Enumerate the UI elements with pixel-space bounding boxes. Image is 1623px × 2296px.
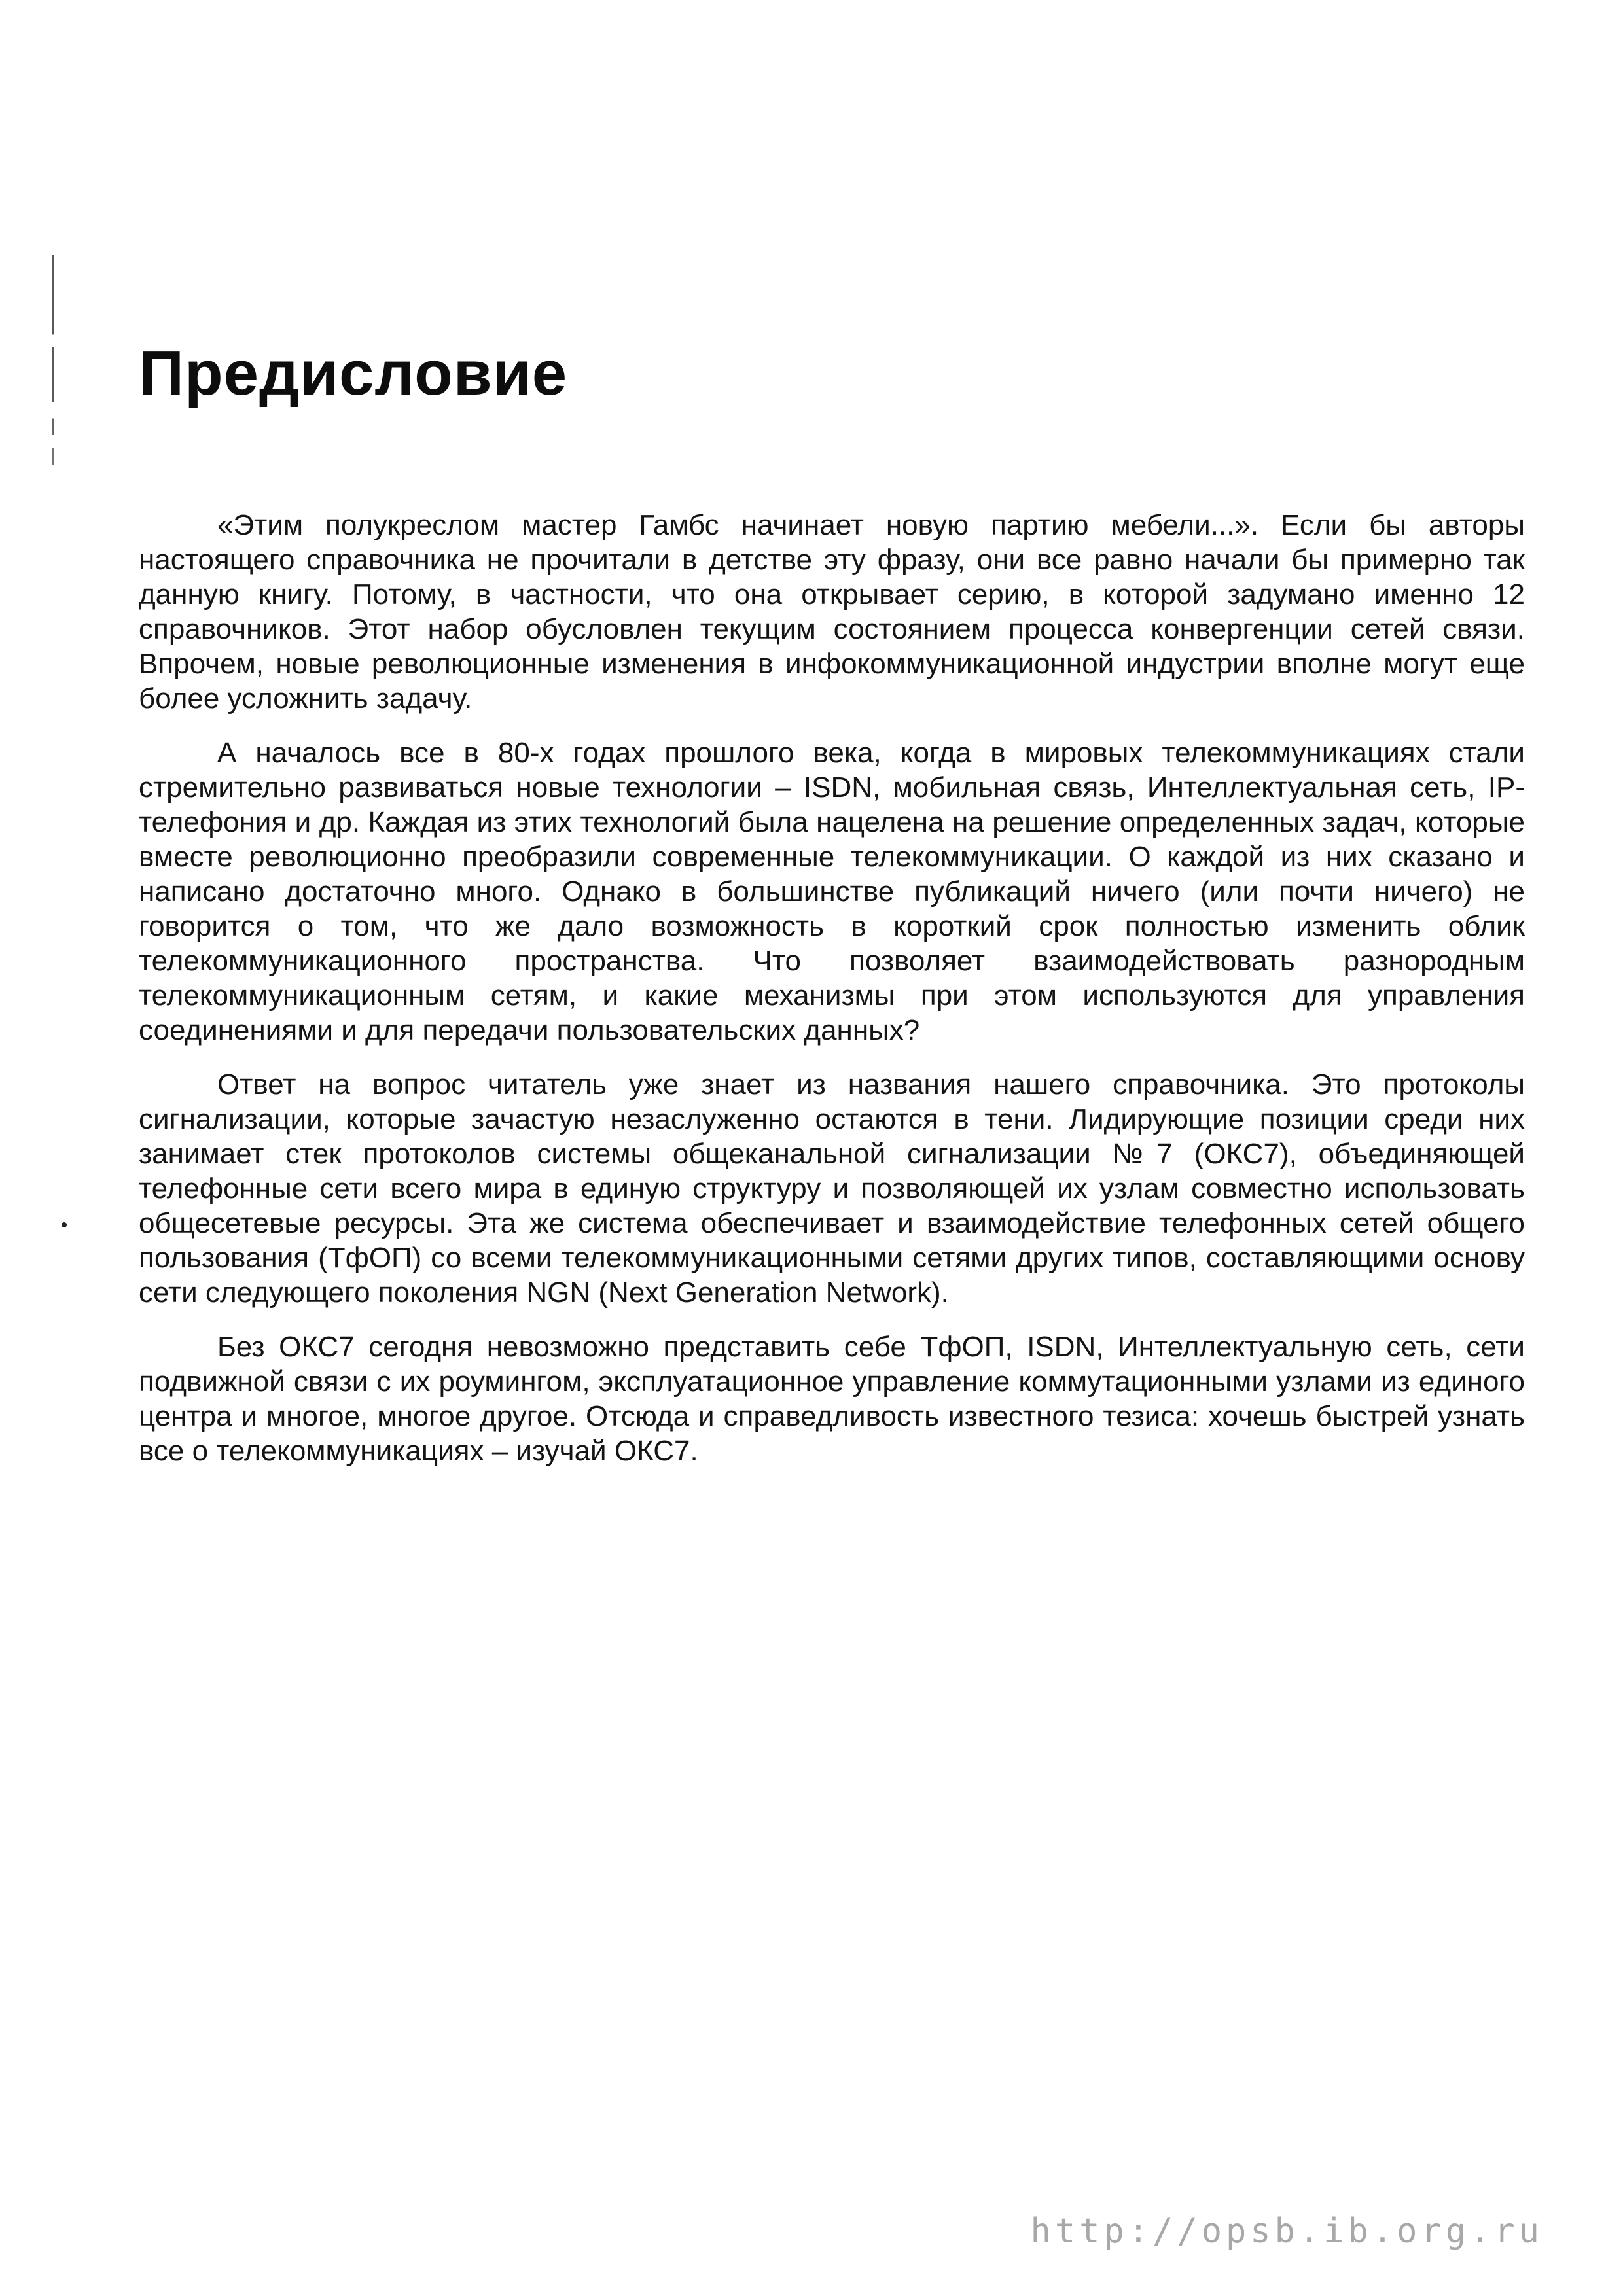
body-text	[139, 508, 1525, 1488]
paragraph-2: А началось все в 80-х годах прошлого века, когда в мировых телекоммуникациях стали стремительно развиваться новые технологии – ISDN, мобильная связь, Интеллектуальная сеть, IP-телефония и др. Каждая из этих технологий была нацелена на решение определенных задач, которые вместе революционно преобразили современные телекоммуникации. О каждой из них сказано и написано достаточно много. Однако в большинстве публикаций ничего (или почти ничего) не говорится о том, что же дало возможность в короткий срок полностью изменить облик телекоммуникационного пространства. Что позволяет взаимодействовать разнородным телекоммуникационным сетям, и какие механизмы при этом используются для управления соединениями и для передачи пользовательских данных?	[139, 737, 1525, 1046]
paragraph-3: Ответ на вопрос читатель уже знает из названия нашего справочника. Это протоколы сигнализации, которые зачастую незаслуженно остаются в тени. Лидирующие позиции среди них занимает стек протоколов системы общеканальной сигнализации №7 (ОКС7), объединяющей телефонные сети всего мира в единую структуру и позволяющей их узлам совместно использовать общесетевые ресурсы. Эта же система обеспечивает и взаимодействие телефонных сетей общего пользования (ТфОП) со всеми телекоммуникационными сетями других типов, составляющими основу сети следующего поколения NGN (Next Generation Network).	[139, 1069, 1525, 1309]
footer-watermark-url: http://opsb.ib.org.ru	[1030, 2212, 1543, 2251]
page-title: Предисловие	[139, 338, 568, 408]
scan-margin-mark	[52, 255, 54, 465]
paragraph-4: Без ОКС7 сегодня невозможно представить себе ТфОП, ISDN, Интеллектуальную сеть, сети подвижной связи с их роумингом, эксплуатационное управление коммутационными узлами из единого центра и многое, многое другое. Отсюда и справедливость известного тезиса: хочешь быстрей узнать все о телекоммуникациях – изучай ОКС7.	[139, 1331, 1525, 1467]
paragraph-1: «Этим полукреслом мастер Гамбс начинает новую партию мебели...». Если бы авторы настоящего справочника не прочитали в детстве эту фразу, они все равно начали бы примерно так данную книгу. Потому, в частности, что она открывает серию, в которой задумано именно 12 справочников. Этот набор обусловлен текущим состоянием процесса конвергенции сетей связи. Впрочем, новые революционные изменения в инфокоммуникационной индустрии вполне могут еще более усложнить задачу.	[139, 509, 1525, 715]
scan-dot-mark	[62, 1222, 67, 1227]
